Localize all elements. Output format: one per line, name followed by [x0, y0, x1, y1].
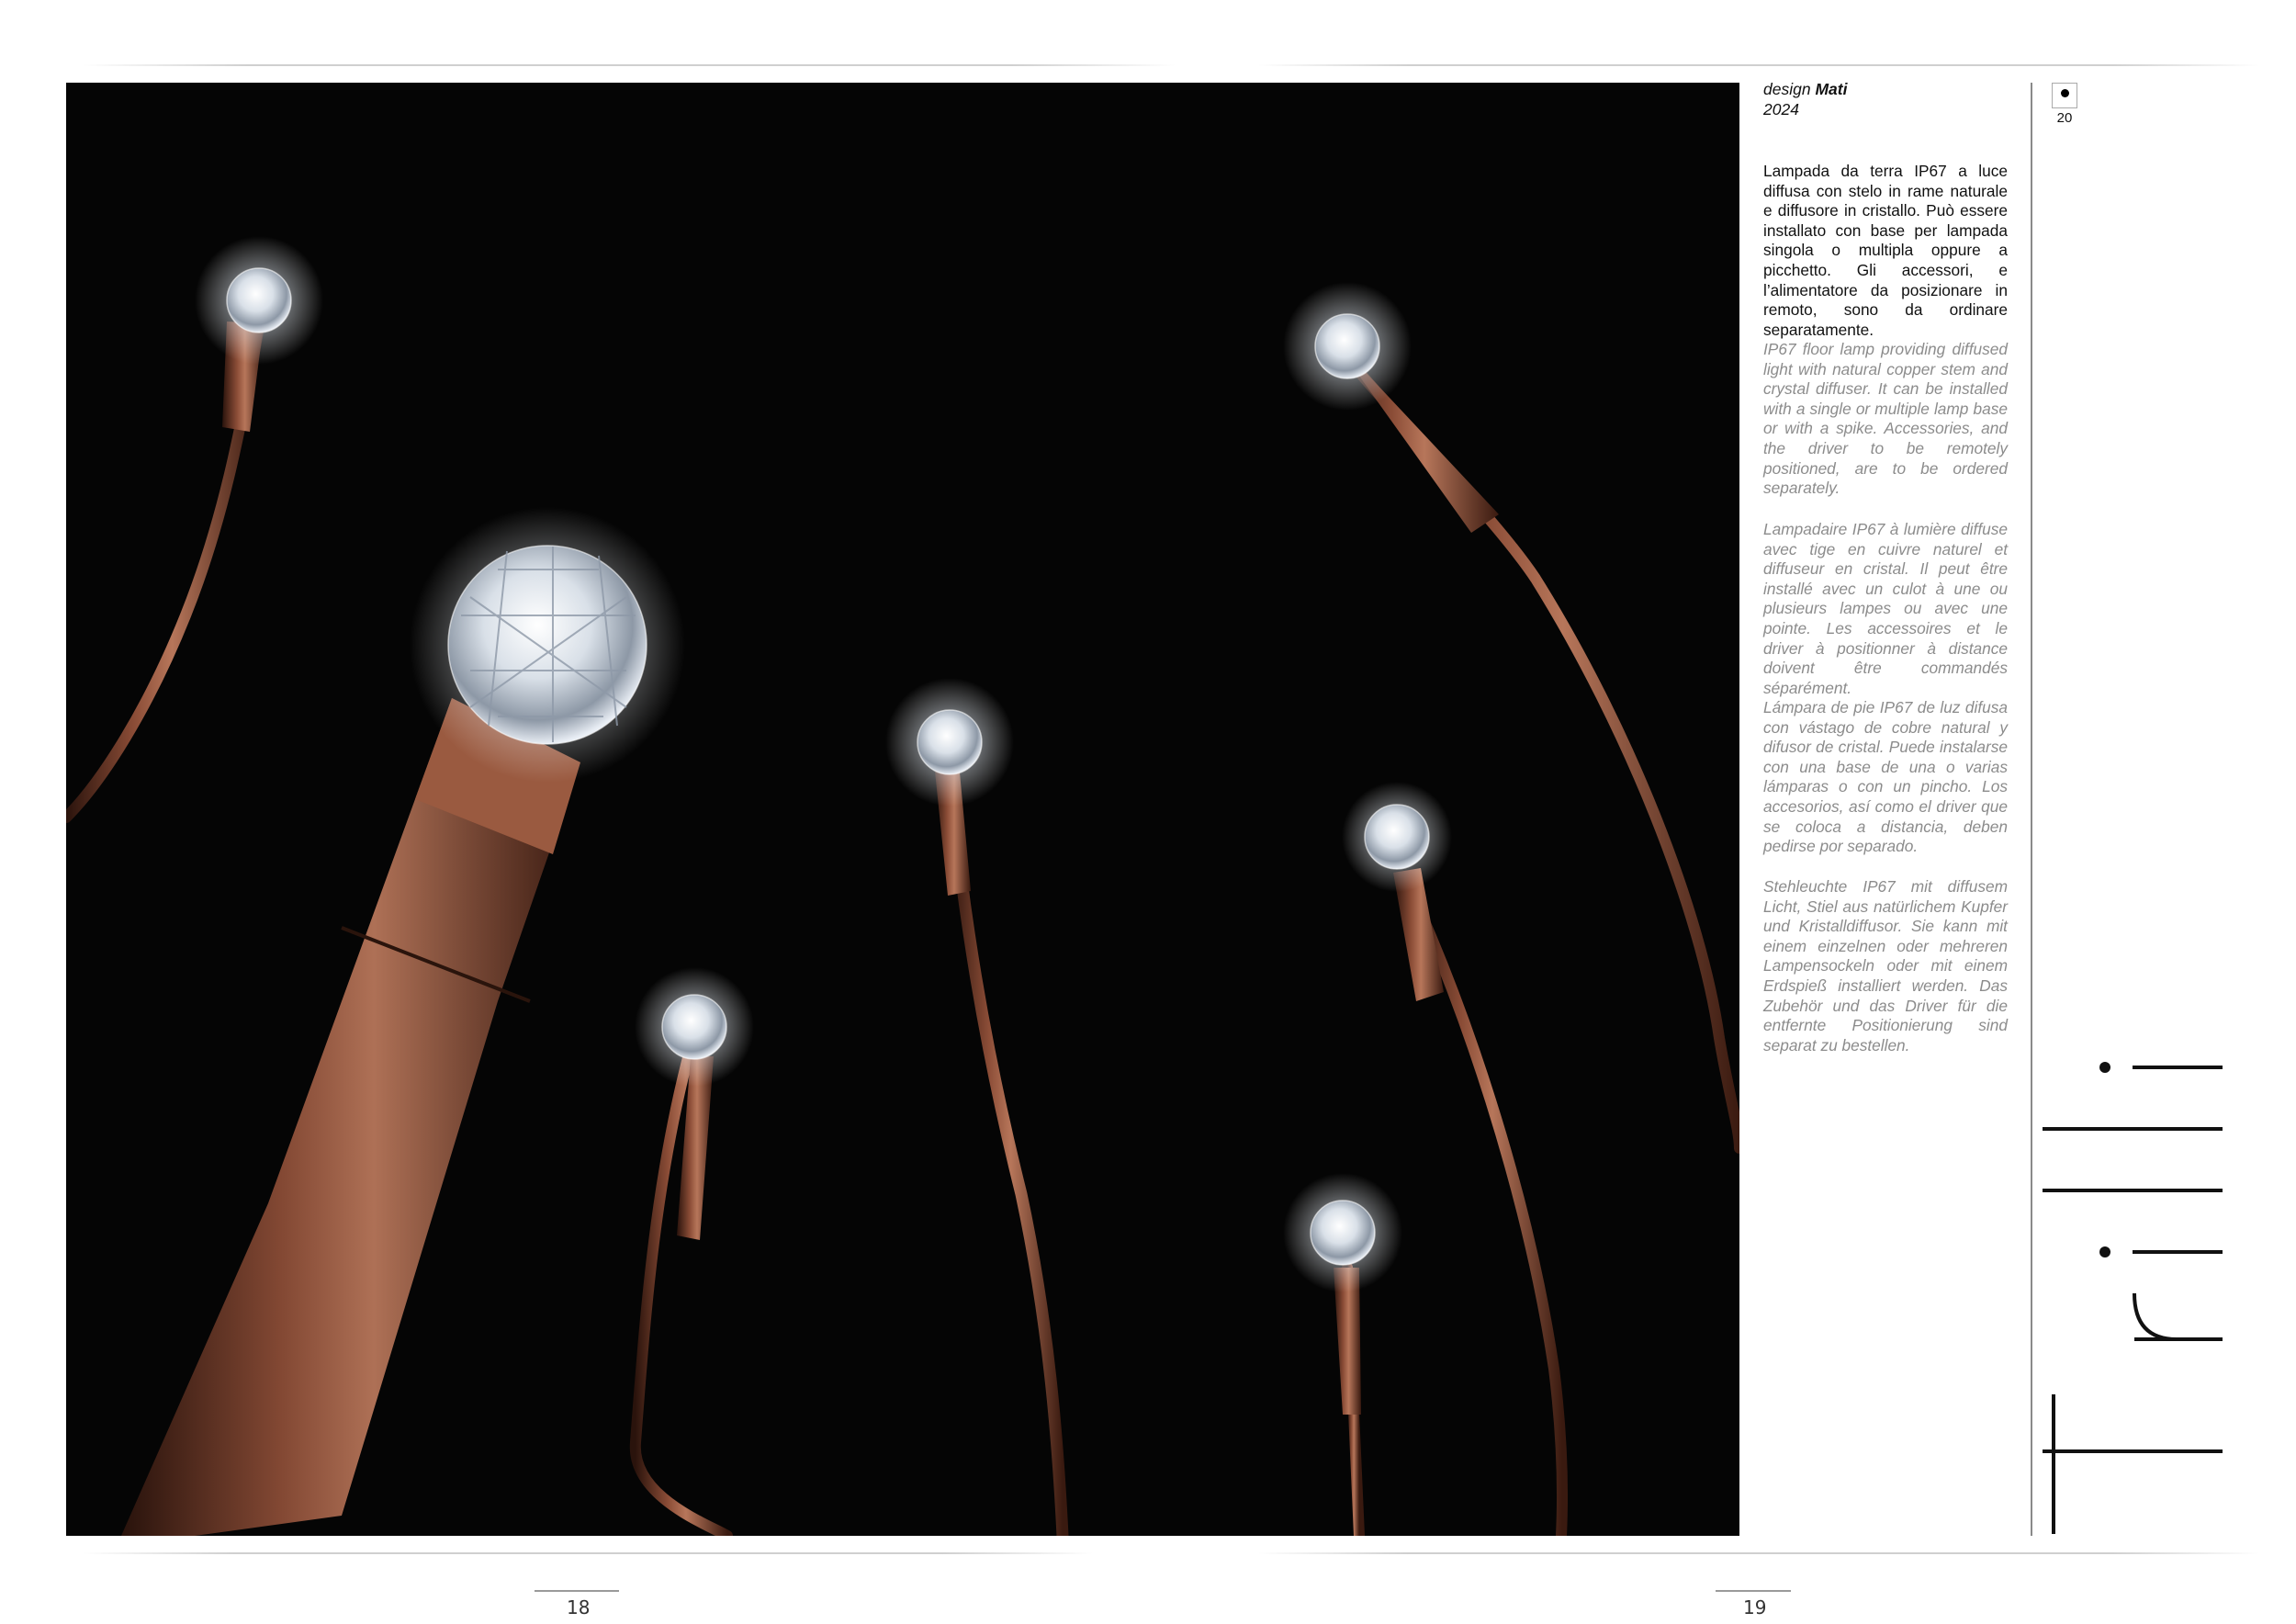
- description-italian-text: Lampada da terra IP67 a luce diffusa con stelo in rame naturale e diffusore in cristallo. Può essere installato con base per lampada singola o multipla oppure a picchetto. Gli accessori, e l’alimentatore da posizionare in remoto, sono da ordinare separatamente.: [1763, 162, 2008, 339]
- description-german: [1763, 877, 2008, 1055]
- page-number-right: 19: [1743, 1596, 1767, 1618]
- copper-lamps-illustration: [66, 83, 1739, 1536]
- folio-rule-left: [535, 1590, 619, 1592]
- trilli-logo: [2039, 1047, 2241, 1543]
- description-french: [1763, 520, 2008, 698]
- designer-name: Mati: [1815, 80, 1848, 98]
- top-rule-left: [83, 64, 1176, 66]
- description-french-text: Lampadaire IP67 à lumière diffuse avec tige en cuivre naturel et diffuseur en cristal. Il peut être installé avec un culot à une ou plusieurs lampes ou avec une pointe. Les accessoires et le driver à positionner à distance doivent être commandés séparément.: [1763, 520, 2008, 697]
- product-photo: [66, 83, 1739, 1536]
- folio-rule-right: [1716, 1590, 1791, 1592]
- page-code: 20: [2056, 110, 2073, 126]
- description-italian: [1763, 162, 2008, 340]
- bottom-rule-left: [83, 1552, 1093, 1554]
- page-number-left: 18: [567, 1596, 591, 1618]
- design-year: 2024: [1763, 100, 1799, 118]
- design-credit: [1763, 79, 2008, 119]
- bullet-box-icon: [2052, 83, 2077, 108]
- top-rule-right: [1258, 64, 2259, 66]
- bullet-dot-icon: [2061, 89, 2069, 97]
- credit-prefix: design: [1763, 80, 1811, 98]
- column-divider: [2031, 83, 2032, 1536]
- description-german-text: Stehleuchte IP67 mit diffusem Licht, Stiel aus natürlichem Kupfer und Kristalldiffusor. Sie kann mit einem einzelnen oder mehreren Lampensockeln oder mit einem Erdspieß installiert werden. Das Zubehör und das Driver für die entfernte Positionierung sind separat zu bestellen.: [1763, 877, 2008, 1054]
- description-spanish-text: Lámpara de pie IP67 de luz difusa con vástago de cobre natural y difusor de cristal. Puede instalarse con una base de una o varias lámparas o con un pincho. Los accesorios, así como el driver que se coloca a distancia, deben pedirse por separado.: [1763, 698, 2008, 856]
- bottom-rule-right: [1258, 1552, 2259, 1554]
- description-spanish: [1763, 698, 2008, 857]
- description-english: [1763, 340, 2008, 499]
- description-english-text: IP67 floor lamp providing diffused light with natural copper stem and crystal diffuser. It can be installed with a single or multiple lamp base or with a spike. Accessories, and the driver to be remotely positioned, are to be ordered separately.: [1763, 340, 2008, 498]
